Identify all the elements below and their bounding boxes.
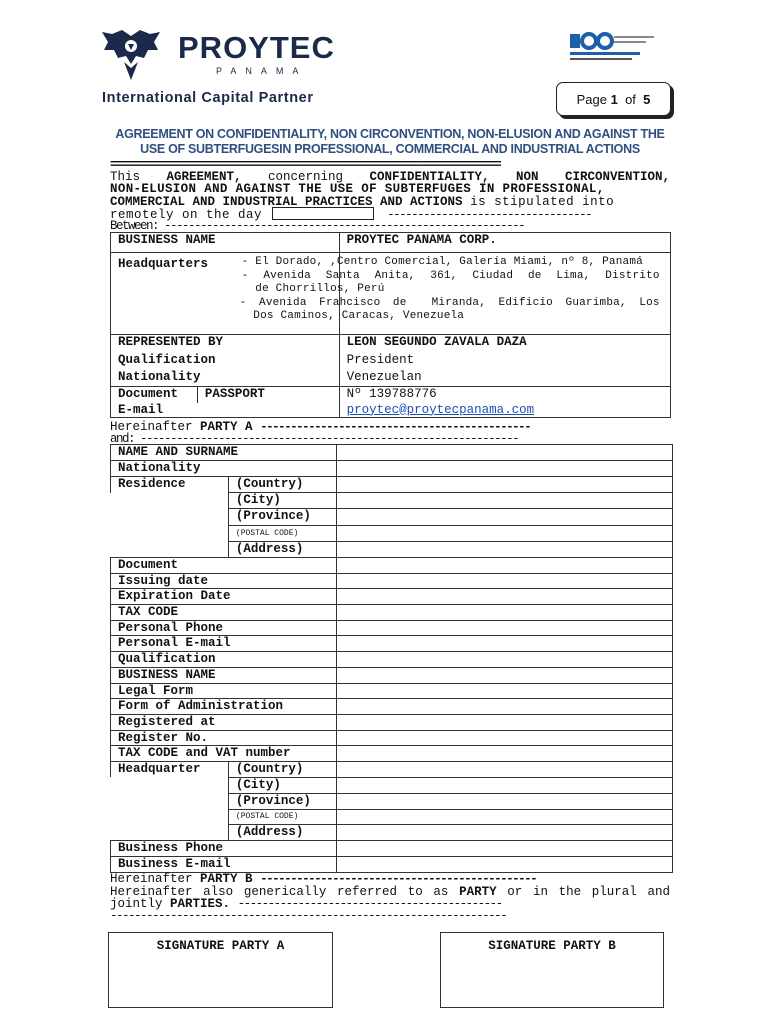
- nationality-label: Nationality: [111, 370, 340, 387]
- represented-by-label: REPRESENTED BY: [111, 335, 340, 353]
- party-b-row-field[interactable]: [336, 605, 672, 621]
- and-line: and: ---------------------------------------------------------------: [110, 432, 519, 446]
- party-b-row: [111, 558, 673, 574]
- hq-country-field[interactable]: [336, 761, 672, 777]
- party-b-row-field[interactable]: [336, 589, 672, 605]
- party-b-row: [111, 589, 673, 605]
- party-b-row-field[interactable]: [336, 714, 672, 730]
- hq-line: - Avenida Frahcisco de Miranda, Edificio Guarimba, Los: [239, 296, 660, 309]
- page-total: 5: [643, 91, 651, 107]
- party-b-row-field[interactable]: [336, 667, 672, 683]
- parties-word: PARTIES.: [170, 897, 231, 911]
- party-b-row-field[interactable]: [336, 730, 672, 746]
- party-b-row-field[interactable]: [336, 652, 672, 668]
- intro-dash: ----------------------------------: [387, 208, 592, 222]
- hq-line: - El Dorado, ,Centro Comercial, Galería Miami, nº 8, Panamá: [241, 256, 643, 268]
- party-b-row-label: Personal Phone: [111, 620, 337, 636]
- jointly-dash: --------------------------------------------: [237, 897, 502, 911]
- residence-address-label: (Address): [228, 542, 336, 558]
- represented-by-value: LEON SEGUNDO ZAVALA DAZA: [339, 335, 670, 353]
- intro-this: This: [110, 170, 141, 184]
- hq-spacer: [111, 809, 229, 824]
- party-b-row-field[interactable]: [336, 636, 672, 652]
- party-b-row-label: Form of Administration: [111, 699, 337, 715]
- party-a-dash: ---------------------------------------------: [260, 420, 531, 434]
- page-indicator: [556, 82, 671, 116]
- hq-line: - Avenida Santa Anita, 361, Ciudad de Lima, Distrito: [241, 269, 660, 282]
- headquarters-label: Headquarters: [111, 253, 340, 335]
- party-b-row-field[interactable]: [336, 573, 672, 589]
- hq-line: Dos Caminos, Caracas, Venezuela: [239, 310, 465, 322]
- residence-postal-label: (POSTAL CODE): [228, 526, 336, 542]
- party-b-row: [111, 605, 673, 621]
- document-number: Nº 139788776: [339, 387, 670, 403]
- party-b-row-label: Registered at: [111, 714, 337, 730]
- party-b-row-field[interactable]: [336, 699, 672, 715]
- party-b-row-label: Expiration Date: [111, 589, 337, 605]
- tagline: International Capital Partner: [102, 90, 314, 106]
- residence-spacer: [111, 542, 229, 558]
- hq-line: de Chorrillos, Perú: [241, 283, 385, 295]
- party-b-row-field[interactable]: [336, 746, 672, 762]
- party-b-row-label: Qualification: [111, 652, 337, 668]
- residence-province-field[interactable]: [336, 509, 672, 526]
- hereinafter-party-b: [110, 872, 670, 886]
- party-b-row-label: TAX CODE and VAT number: [111, 746, 337, 762]
- residence-country-field[interactable]: [336, 477, 672, 493]
- hq-city-label: (City): [228, 777, 336, 793]
- party-b-row: [111, 730, 673, 746]
- party-b-row-label: Issuing date: [111, 573, 337, 589]
- residence-postal-field[interactable]: [336, 526, 672, 542]
- business-name-value: PROYTEC PANAMA CORP.: [339, 233, 670, 253]
- party-b-row-label: BUSINESS NAME: [111, 667, 337, 683]
- name-surname-field[interactable]: [336, 445, 672, 461]
- headquarters-value: [239, 253, 670, 335]
- residence-city-field[interactable]: [336, 493, 672, 509]
- between-line: Between: ------------------------------------------------------------: [110, 219, 525, 233]
- business-name-label: BUSINESS NAME: [111, 233, 340, 253]
- generically-text: Hereinafter also generically referred to as: [110, 885, 449, 899]
- headquarter-label: Headquarter: [111, 761, 229, 777]
- icc-logo: [570, 32, 670, 66]
- intro-practices: COMMERCIAL AND INDUSTRIAL PRACTICES AND ACTIONS: [110, 195, 463, 209]
- signature-b-label: SIGNATURE PARTY B: [488, 939, 616, 953]
- nationality-b-label: Nationality: [111, 461, 337, 477]
- page-of: of: [625, 91, 636, 107]
- intro-circonvention: CIRCONVENTION,: [564, 170, 670, 184]
- page-label: Page: [576, 91, 607, 107]
- hq-postal-field[interactable]: [336, 809, 672, 824]
- party-b-row: [111, 620, 673, 636]
- party-b-row-label: Document: [111, 558, 337, 574]
- hq-province-label: (Province): [228, 793, 336, 809]
- party-b-row: [111, 636, 673, 652]
- name-surname-label: NAME AND SURNAME: [111, 445, 337, 461]
- hq-country-label: (Country): [228, 761, 336, 777]
- party-b-label: PARTY B: [200, 872, 253, 886]
- business-email-field[interactable]: [336, 856, 672, 872]
- intro-agreement: AGREEMENT,: [166, 170, 242, 184]
- party-b-row: [111, 714, 673, 730]
- party-b-row: [111, 667, 673, 683]
- document-label: Document: [111, 387, 198, 403]
- party-word: PARTY: [459, 885, 497, 899]
- business-email-label: Business E-mail: [111, 856, 337, 872]
- party-a-label: PARTY A: [200, 420, 253, 434]
- intro-concerning: concerning: [267, 170, 343, 184]
- hq-province-field[interactable]: [336, 793, 672, 809]
- party-b-row: [111, 699, 673, 715]
- residence-country-label: (Country): [228, 477, 336, 493]
- residence-spacer: [111, 509, 229, 526]
- signature-box-a[interactable]: [108, 932, 333, 1008]
- party-b-row-field[interactable]: [336, 558, 672, 574]
- business-phone-label: Business Phone: [111, 840, 337, 856]
- residence-spacer: [111, 526, 229, 542]
- party-b-dash: ----------------------------------------------: [260, 872, 537, 886]
- intro-confidentiality: CONFIDENTIALITY,: [369, 170, 490, 184]
- party-b-row: [111, 652, 673, 668]
- residence-spacer: [111, 493, 229, 509]
- document-type: PASSPORT: [197, 387, 339, 403]
- nationality-b-field[interactable]: [336, 461, 672, 477]
- hereinafter-text: Hereinafter: [110, 420, 193, 434]
- party-b-row-field[interactable]: [336, 620, 672, 636]
- signature-box-b[interactable]: [440, 932, 664, 1008]
- party-b-row-label: Register No.: [111, 730, 337, 746]
- separator-line: =================================================================: [110, 158, 501, 172]
- page-current: 1: [610, 91, 618, 107]
- residence-province-label: (Province): [228, 509, 336, 526]
- party-b-row-label: Legal Form: [111, 683, 337, 699]
- agreement-title: AGREEMENT ON CONFIDENTIALITY, NON CIRCONVENTION, NON-ELUSION AND AGAINST THE USE OF SUBTERFUGESIN PROFESSIONAL, COMMERCIAL AND INDUSTRIAL ACTIONS: [115, 127, 665, 156]
- party-b-row: [111, 746, 673, 762]
- hq-spacer: [111, 793, 229, 809]
- final-dash-line: ------------------------------------------------------------------: [110, 909, 507, 923]
- party-b-row: [111, 683, 673, 699]
- party-b-table: [110, 444, 673, 873]
- residence-address-field[interactable]: [336, 542, 672, 558]
- brand-name: PROYTEC: [178, 30, 335, 65]
- party-b-row-label: TAX CODE: [111, 605, 337, 621]
- hq-spacer: [111, 777, 229, 793]
- hereinafter-text: Hereinafter: [110, 872, 193, 886]
- hq-address-label: (Address): [228, 824, 336, 840]
- qualification-value: President: [339, 353, 670, 370]
- hq-spacer: [111, 824, 229, 840]
- party-b-row-field[interactable]: [336, 683, 672, 699]
- brand-subtitle: PANAMA: [216, 66, 308, 76]
- intro-stipulated: is stipulated into: [470, 195, 615, 209]
- intro-line-2: NON-ELUSION AND AGAINST THE USE OF SUBTERFUGES IN PROFESSIONAL,: [110, 182, 605, 196]
- party-b-row-label: Personal E-mail: [111, 636, 337, 652]
- residence-city-label: (City): [228, 493, 336, 509]
- party-b-row: [111, 573, 673, 589]
- residence-label: Residence: [111, 477, 229, 493]
- qualification-label: Qualification: [111, 353, 340, 370]
- hq-city-field[interactable]: [336, 777, 672, 793]
- email-label: E-mail: [111, 403, 340, 418]
- plural-text: or in the plural and: [507, 885, 670, 899]
- hq-postal-label: (POSTAL CODE): [228, 809, 336, 824]
- email-link[interactable]: proytec@proytecpanama.com: [339, 403, 670, 418]
- business-phone-field[interactable]: [336, 840, 672, 856]
- intro-non: NON: [515, 170, 539, 184]
- proytec-eagle-logo: [100, 28, 162, 82]
- hq-address-field[interactable]: [336, 824, 672, 840]
- jointly-text: jointly: [110, 897, 163, 911]
- signature-a-label: SIGNATURE PARTY A: [156, 939, 285, 953]
- intro-remotely: remotely on the day: [110, 208, 263, 222]
- nationality-value: Venezuelan: [339, 370, 670, 387]
- party-a-table: [110, 232, 671, 418]
